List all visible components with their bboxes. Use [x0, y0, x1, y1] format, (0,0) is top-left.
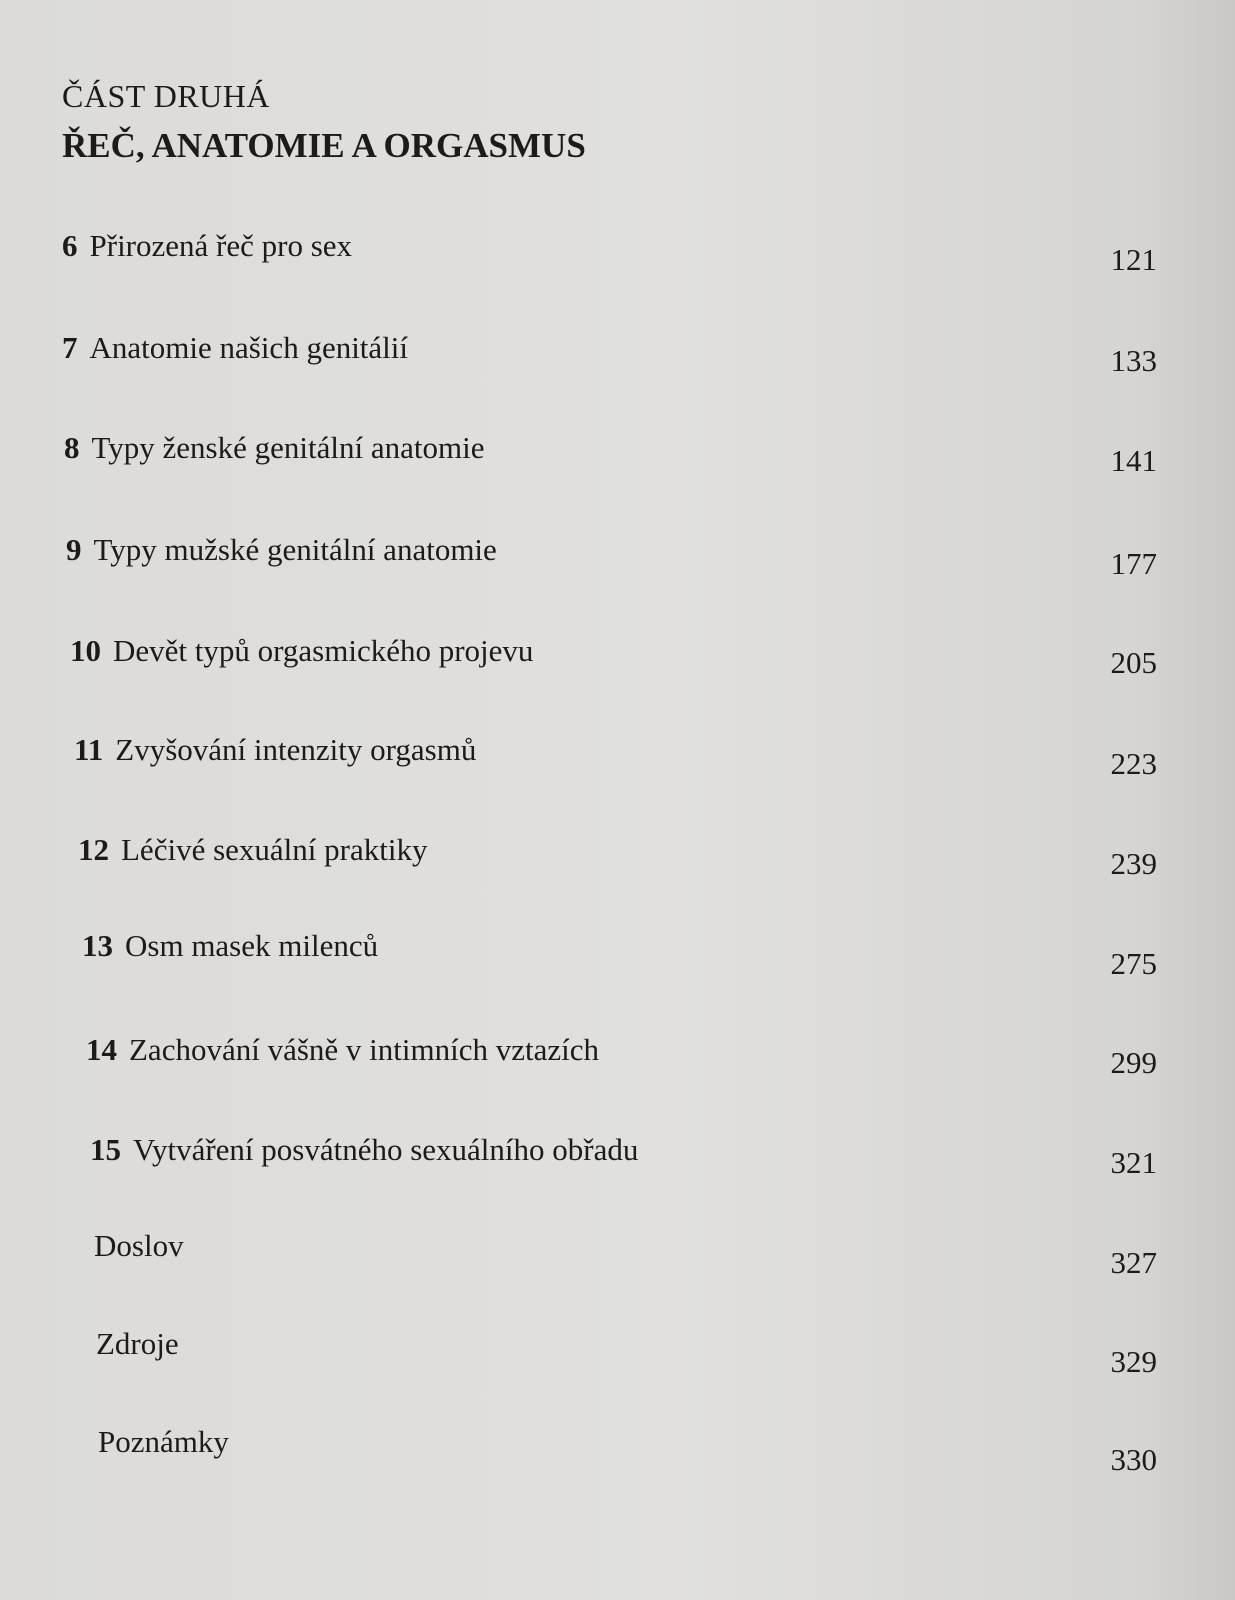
chapter-number: 7	[62, 330, 78, 365]
page-number: 275	[1110, 946, 1157, 981]
page-number: 329	[1110, 1344, 1157, 1379]
toc-entry	[74, 732, 476, 768]
chapter-title: Typy ženské genitální anatomie	[91, 430, 485, 465]
toc-entry	[62, 228, 352, 264]
page-number: 177	[1110, 546, 1157, 581]
chapter-title: Anatomie našich genitálií	[89, 330, 409, 365]
page-number: 141	[1110, 443, 1157, 478]
toc-entry	[96, 1326, 179, 1362]
page-number: 223	[1110, 746, 1157, 781]
part-title: ŘEČ, ANATOMIE A ORGASMUS	[62, 126, 586, 165]
part-label: ČÁST DRUHÁ	[62, 78, 270, 114]
page-number: 205	[1110, 645, 1157, 680]
toc-entry	[98, 1424, 229, 1460]
chapter-number: 15	[90, 1132, 121, 1167]
chapter-number: 9	[66, 532, 82, 567]
toc-entry	[70, 633, 533, 669]
toc-entry	[62, 330, 408, 366]
section-title: Zdroje	[96, 1326, 179, 1361]
page-number: 133	[1110, 343, 1157, 378]
toc-entry	[66, 532, 497, 568]
page-number: 330	[1110, 1442, 1157, 1477]
toc-entry	[64, 430, 484, 466]
page-number: 299	[1110, 1045, 1157, 1080]
page-number: 321	[1110, 1145, 1157, 1180]
toc-entry	[82, 928, 378, 964]
chapter-title: Devět typů orgasmického projevu	[113, 633, 534, 668]
toc-entry	[86, 1032, 599, 1068]
toc-entry	[90, 1132, 638, 1168]
page-number: 121	[1110, 242, 1157, 277]
chapter-title: Typy mužské genitální anatomie	[93, 532, 497, 567]
chapter-title: Přirozená řeč pro sex	[89, 228, 353, 263]
chapter-title: Léčivé sexuální praktiky	[121, 832, 428, 867]
chapter-title: Osm masek milenců	[125, 928, 379, 963]
toc-entry	[94, 1228, 184, 1264]
chapter-title: Vytváření posvátného sexuálního obřadu	[133, 1132, 639, 1167]
chapter-number: 12	[78, 832, 109, 867]
toc-entry	[78, 832, 427, 868]
page-number: 327	[1110, 1245, 1157, 1280]
chapter-number: 10	[70, 633, 101, 668]
section-title: Poznámky	[98, 1424, 229, 1459]
chapter-number: 14	[86, 1032, 117, 1067]
chapter-number: 11	[74, 732, 104, 767]
section-title: Doslov	[94, 1228, 184, 1263]
page-number: 239	[1110, 846, 1157, 881]
chapter-title: Zachování vášně v intimních vztazích	[129, 1032, 599, 1067]
chapter-number: 8	[64, 430, 80, 465]
chapter-number: 13	[82, 928, 113, 963]
chapter-title: Zvyšování intenzity orgasmů	[115, 732, 477, 767]
chapter-number: 6	[62, 228, 78, 263]
